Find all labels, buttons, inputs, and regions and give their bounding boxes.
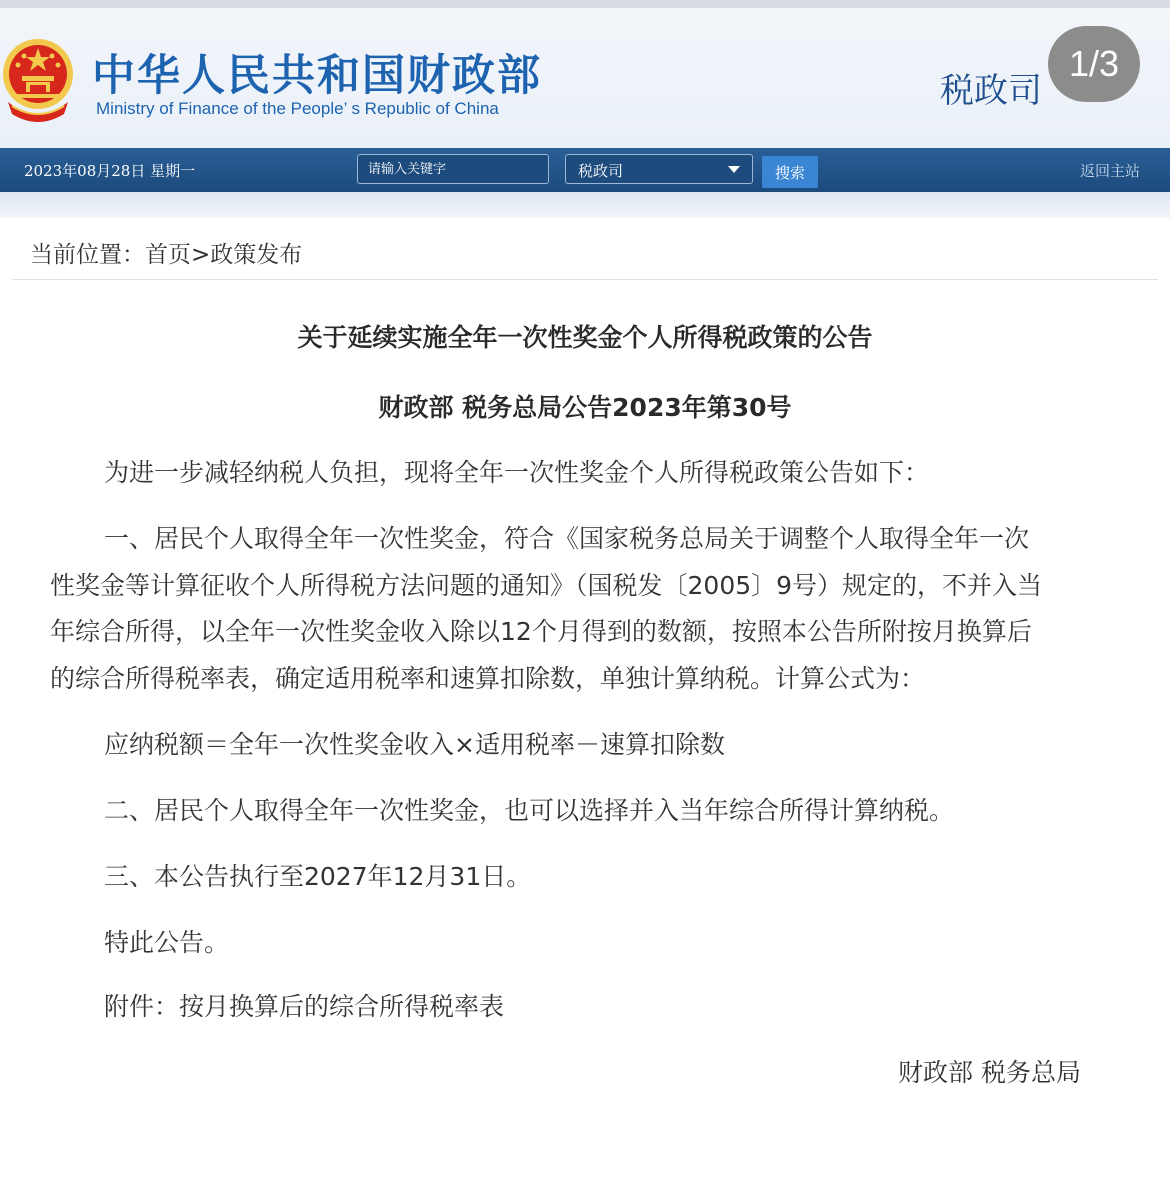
search-input[interactable]	[357, 154, 549, 184]
page-counter-badge: 1/3	[1048, 26, 1140, 102]
divider	[12, 279, 1158, 280]
nav-shadow-band	[0, 192, 1170, 218]
nav-bar	[0, 148, 1170, 192]
breadcrumb-home-link[interactable]: 首页	[145, 242, 191, 268]
department-select[interactable]	[565, 154, 753, 184]
document-title: 关于延续实施全年一次性奖金个人所得税政策的公告	[297, 323, 873, 352]
document-number: 财政部 税务总局公告2023年第30号	[378, 393, 792, 422]
ministry-name-en: Ministry of Finance of the People’ s Republic of China	[96, 99, 499, 118]
department-select-value: 税政司	[578, 162, 624, 180]
breadcrumb-current-link[interactable]: 政策发布	[210, 242, 303, 268]
breadcrumb-separator: >	[191, 242, 211, 268]
search-button[interactable]: 搜索	[762, 156, 818, 188]
item1-line-2: 性奖金等计算征收个人所得税方法问题的通知》（国税发〔2005〕9号）规定的，不并入当	[50, 571, 1043, 600]
item1-line-4: 的综合所得税率表，确定适用税率和速算扣除数，单独计算纳税。计算公式为：	[50, 664, 926, 693]
item3-paragraph: 三、本公告执行至2027年12月31日。	[104, 862, 532, 891]
issuer-signature: 财政部 税务总局	[898, 1058, 1081, 1087]
ministry-name-cn: 中华人民共和国财政部	[92, 51, 542, 101]
item1-line-1: 一、居民个人取得全年一次性奖金，符合《国家税务总局关于调整个人取得全年一次	[104, 524, 1030, 553]
closing-paragraph: 特此公告。	[104, 928, 230, 957]
breadcrumb	[30, 236, 302, 269]
site-header	[0, 8, 1170, 148]
item2-paragraph: 二、居民个人取得全年一次性奖金，也可以选择并入当年综合所得计算纳税。	[104, 796, 955, 825]
department-title: 税政司	[940, 71, 1042, 111]
breadcrumb-label: 当前位置：	[30, 242, 145, 268]
current-date: 2023年08月28日 星期一	[24, 162, 196, 180]
attachment-link[interactable]: 附件：按月换算后的综合所得税率表	[104, 992, 505, 1021]
intro-paragraph: 为进一步减轻纳税人负担，现将全年一次性奖金个人所得税政策公告如下：	[104, 458, 930, 487]
top-strip	[0, 0, 1170, 8]
tax-formula: 应纳税额＝全年一次性奖金收入×适用税率－速算扣除数	[104, 730, 725, 759]
national-emblem-icon	[2, 34, 74, 122]
return-home-link[interactable]: 返回主站	[1080, 162, 1141, 180]
chevron-down-icon	[728, 166, 740, 173]
item1-line-3: 年综合所得，以全年一次性奖金收入除以12个月得到的数额，按照本公告所附按月换算后	[50, 617, 1032, 646]
